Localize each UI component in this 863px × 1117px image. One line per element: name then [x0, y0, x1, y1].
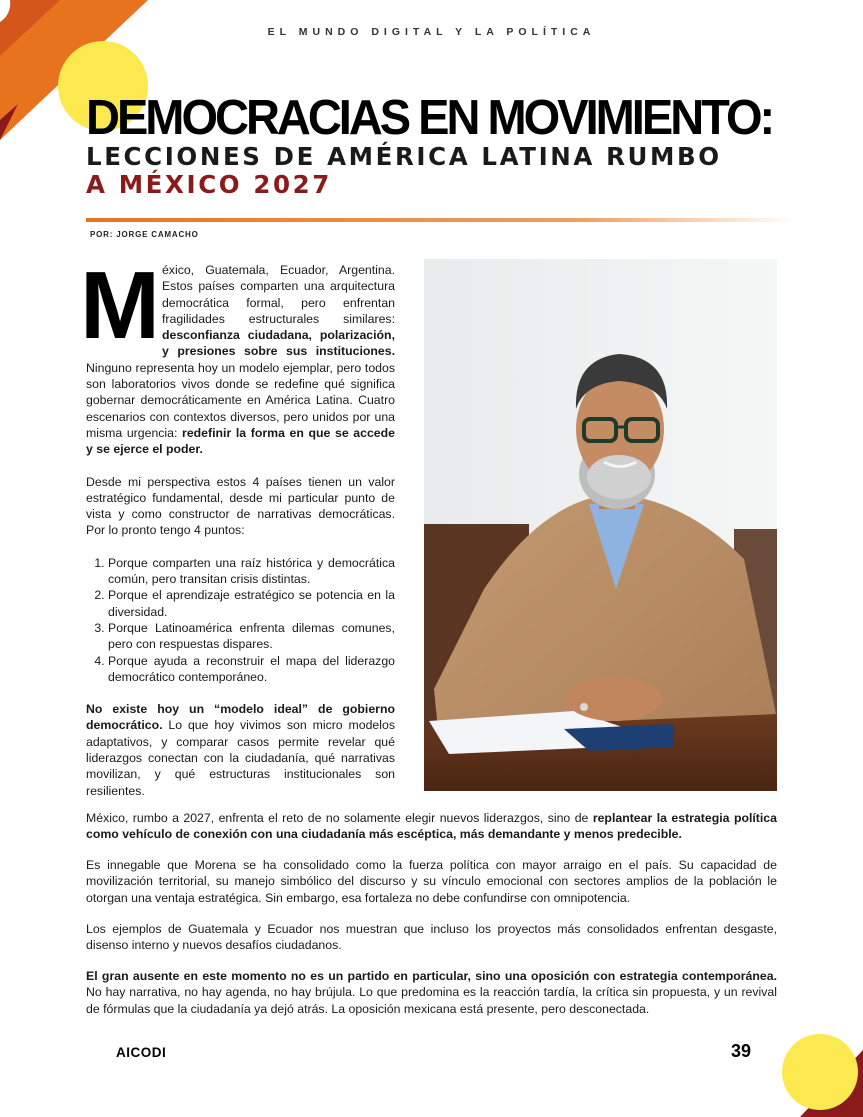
intro-text-b: Ninguno representa hoy un modelo ejemplar, pero todos son laboratorios vivos donde se redefine qué significa gobernar democráticamente en América Latina. Cuatro escenarios con contextos diversos, pero unidos por una misma urgencia:	[86, 360, 395, 440]
examples-text: Los ejemplos de Guatemala y Ecuador nos muestran que incluso los proyectos más consolidados enfrentan desgaste, disenso interno y nuevos desafíos ciudadanos.	[86, 922, 777, 953]
points-list	[86, 555, 395, 685]
article-subtitle-line1: LECCIONES DE AMÉRICA LATINA RUMBO	[86, 142, 722, 171]
intro-bold-b: redefinir la forma en que se accede y se ejerce el poder.	[86, 425, 395, 457]
morena-text: Es innegable que Morena se ha consolidado como la fuerza política con mayor arraigo en el país. Su capacidad de movilización territorial, su manejo simbólico del discurso y su vínculo emocional con sectores amplios de la población le otorgan una ventaja estratégica. Sin embargo, esa fortaleza no debe confundirse con omnipotencia.	[86, 858, 777, 905]
absent-text: No hay narrativa, no hay agenda, no hay brújula. Lo que predomina es la reacción tardía, la crítica sin propuesta, y un revival de fórmulas que la ciudadanía ya dejó atrás. La oposición mexicana está presente, pero desconectada.	[86, 985, 777, 1016]
page-number: 39	[731, 1041, 752, 1061]
mexico-paragraph	[86, 810, 777, 843]
list-item: 3. Porque Latinoamérica enfrenta dilemas comunes, pero con respuestas dispares.	[108, 620, 395, 653]
bottom-right-decoration	[760, 1010, 863, 1117]
left-column	[80, 252, 395, 815]
absent-paragraph	[86, 968, 777, 1017]
list-item: 4. Porque ayuda a reconstruir el mapa del liderazgo democrático contemporáneo.	[108, 653, 395, 686]
byline: POR: JORGE CAMACHO	[90, 230, 199, 239]
article-title: DEMOCRACIAS EN MOVIMIENTO:	[86, 89, 773, 145]
intro-bold-a: desconfianza ciudadana, polarización, y presiones sobre sus instituciones.	[161, 328, 395, 359]
no-model-bold: No existe hoy un “modelo ideal” de gobierno democrático.	[86, 702, 395, 733]
list-item: 1. Porque comparten una raíz histórica y democrática común, pero transitan crisis distintas.	[108, 555, 395, 588]
mexico-bold: replantear la estrategia política como vehículo de conexión con una ciudadanía más escéptica, más demandante y menos predecible.	[86, 811, 777, 842]
author-photo	[424, 259, 777, 791]
no-model-text: Lo que hoy vivimos son micro modelos adaptativos, y comparar casos permite revelar qué liderazgos conectan con la ciudadanía, qué narrativas movilizan, y qué estructuras institucionales son resilientes.	[86, 718, 395, 798]
perspective-paragraph: Desde mi perspectiva estos 4 países tienen un valor estratégico fundamental, desde mi particular punto de vista y como constructor de narrativas democráticas. Por lo pronto tengo 4 puntos:	[86, 474, 395, 538]
section-kicker: EL MUNDO DIGITAL Y LA POLÍTICA	[267, 26, 596, 38]
footer-brand: AICODI	[116, 1045, 167, 1060]
title-rule	[86, 218, 796, 222]
intro-text-a: éxico, Guatemala, Ecuador, Argentina. Estos países comparten una arquitectura democrática formal, pero enfrentan fragilidades estructurales similares:	[161, 263, 395, 326]
absent-bold: El gran ausente en este momento no es un partido en particular, sino una oposición con estrategia contemporánea.	[86, 969, 777, 983]
mexico-text: México, rumbo a 2027, enfrenta el reto de no solamente elegir nuevos liderazgos, sino de	[86, 811, 593, 825]
intro-paragraph	[80, 252, 395, 458]
morena-paragraph	[86, 857, 777, 906]
drop-cap: M	[80, 252, 157, 359]
no-model-paragraph	[86, 701, 395, 799]
list-item: 2. Porque el aprendizaje estratégico se potencia en la diversidad.	[108, 587, 395, 620]
examples-paragraph	[86, 921, 777, 954]
article-subtitle-line2: A MÉXICO 2027	[86, 170, 332, 199]
